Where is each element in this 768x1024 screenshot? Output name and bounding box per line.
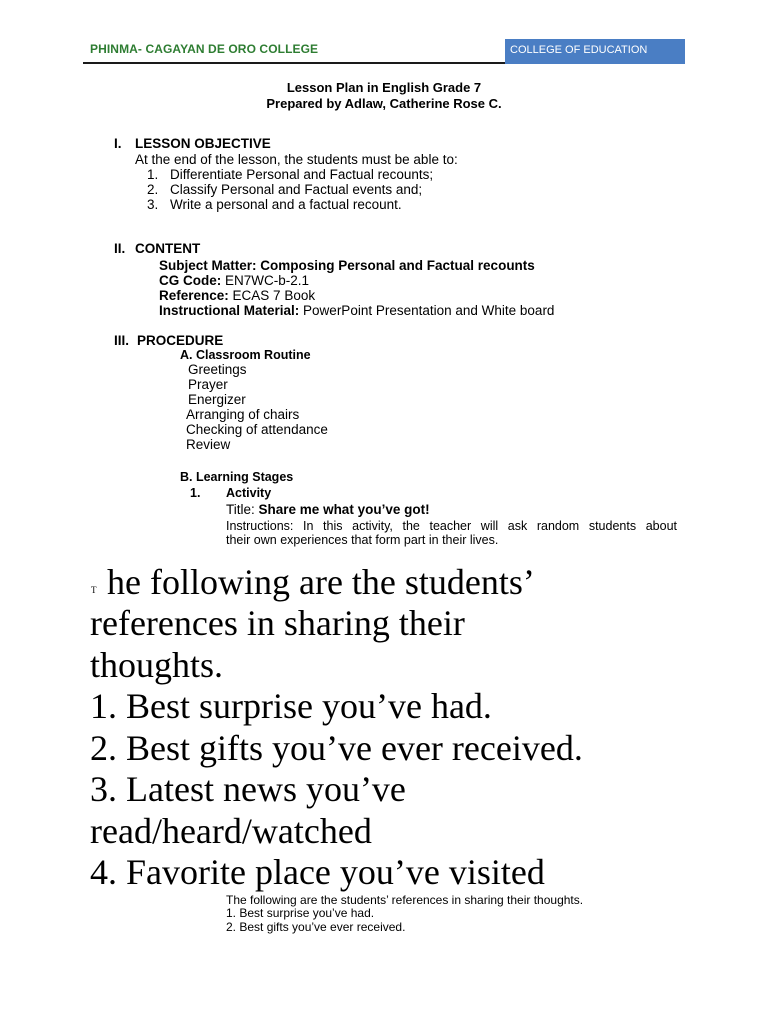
document-title: Lesson Plan in English Grade 7 — [286, 80, 482, 95]
footer-line: 1. Best surprise you’ve had. — [226, 906, 375, 920]
cg-code-value: EN7WC-b-2.1 — [225, 273, 310, 288]
footer-line: 2. Best gifts you’ve ever received. — [226, 920, 406, 934]
content-number: II. — [114, 241, 126, 256]
activity-number: 1. — [190, 486, 201, 500]
slide-line: 3. Latest news you’ve — [90, 769, 406, 809]
header-rule — [83, 62, 505, 64]
slide-line: thoughts. — [90, 645, 224, 685]
slide-line: read/heard/watched — [90, 811, 372, 851]
procedure-number: III. — [114, 333, 130, 348]
objective-intro: At the end of the lesson, the students must be able to: — [135, 152, 458, 167]
slide-first-letter: T — [91, 585, 97, 595]
cg-code-label: CG Code: — [159, 273, 222, 288]
objective-item: Differentiate Personal and Factual recounts; — [170, 167, 434, 182]
material-label: Instructional Material: — [159, 303, 300, 318]
college-name: PHINMA- CAGAYAN DE ORO COLLEGE — [90, 42, 319, 56]
routine-item: Energizer — [188, 392, 246, 407]
routine-heading: A. Classroom Routine — [180, 348, 311, 362]
slide-line: references in sharing their — [90, 603, 465, 643]
instructions-line: their own experiences that form part in their lives. — [226, 533, 499, 547]
slide-line: 4. Favorite place you’ve visited — [90, 852, 545, 892]
slide-line: 2. Best gifts you’ve ever received. — [90, 728, 583, 768]
procedure-heading: PROCEDURE — [137, 333, 224, 348]
instructions-line: Instructions: In this activity, the teacher will ask random students about — [226, 519, 677, 533]
objective-number: I. — [114, 136, 122, 151]
routine-item: Arranging of chairs — [186, 407, 300, 422]
routine-item: Checking of attendance — [186, 422, 328, 437]
slide-line: he following are the students’ — [107, 562, 535, 602]
cg-code-line — [159, 273, 309, 288]
activity-title-value: Share me what you’ve got! — [258, 502, 430, 517]
reference-line — [159, 288, 315, 303]
material-value: PowerPoint Presentation and White board — [303, 303, 555, 318]
objective-item: Write a personal and a factual recount. — [170, 197, 402, 212]
objective-item: Classify Personal and Factual events and; — [170, 182, 423, 197]
subject-matter: Subject Matter: Composing Personal and Factual recounts — [159, 258, 535, 273]
objective-item-number: 2. — [147, 182, 159, 197]
slide-line: 1. Best surprise you’ve had. — [90, 686, 492, 726]
routine-item: Review — [186, 437, 231, 452]
objective-heading: LESSON OBJECTIVE — [135, 136, 271, 151]
department-name: COLLEGE OF EDUCATION — [510, 44, 648, 56]
reference-value: ECAS 7 Book — [232, 288, 316, 303]
objective-item-number: 3. — [147, 197, 159, 212]
stages-heading: B. Learning Stages — [180, 470, 294, 484]
document-author: Prepared by Adlaw, Catherine Rose C. — [266, 96, 502, 111]
activity-title-line — [226, 502, 430, 517]
reference-label: Reference: — [159, 288, 229, 303]
activity-label: Activity — [226, 486, 272, 500]
footer-line: The following are the students’ references in sharing their thoughts. — [226, 893, 584, 907]
content-heading: CONTENT — [135, 241, 201, 256]
activity-title-label: Title: — [226, 502, 255, 517]
routine-item: Prayer — [188, 377, 228, 392]
material-line — [159, 303, 554, 318]
objective-item-number: 1. — [147, 167, 159, 182]
routine-item: Greetings — [188, 362, 247, 377]
